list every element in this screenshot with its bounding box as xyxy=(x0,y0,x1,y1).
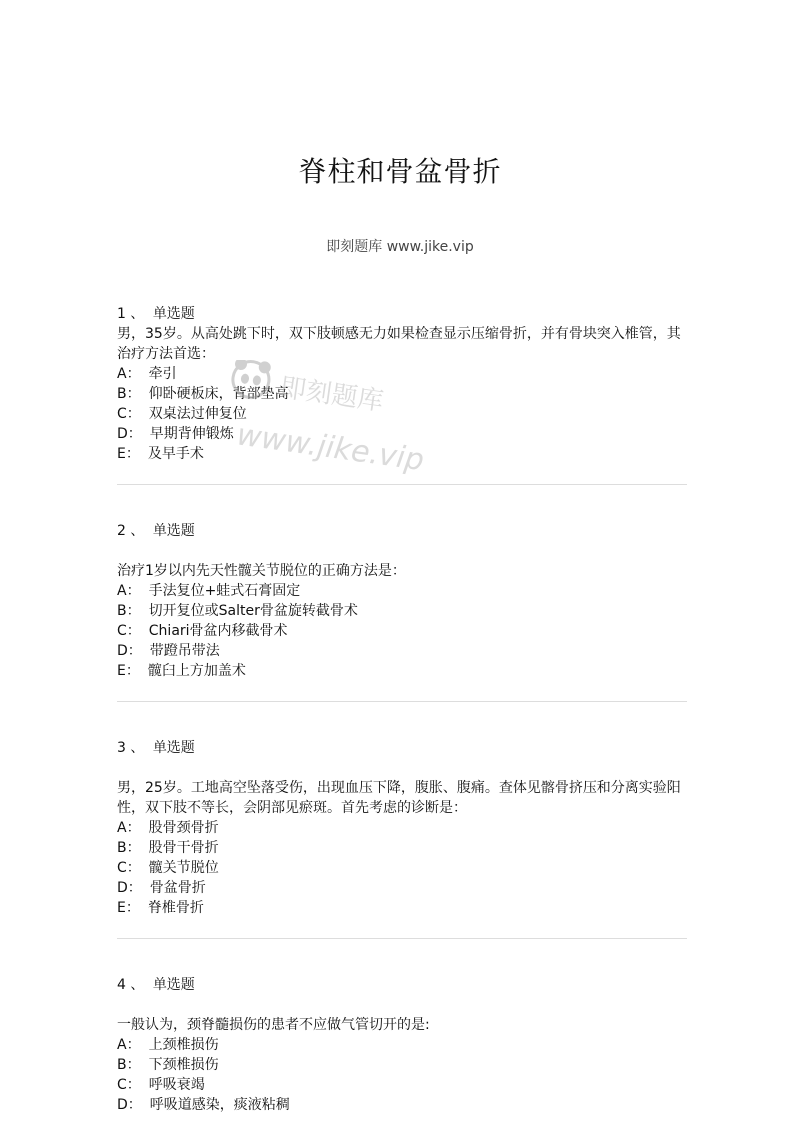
question-stem: 一般认为，颈脊髓损伤的患者不应做气管切开的是: xyxy=(117,1017,430,1033)
question-4 xyxy=(117,975,687,1115)
question-header xyxy=(117,738,687,758)
option-letter: A： xyxy=(117,366,141,382)
option-letter: E： xyxy=(117,663,140,679)
question-type: 单选题 xyxy=(152,977,195,993)
option-a[interactable] xyxy=(117,818,687,838)
option-text: 双桌法过伸复位 xyxy=(148,406,247,422)
option-c[interactable] xyxy=(117,858,687,878)
option-a[interactable] xyxy=(117,581,687,601)
question-header xyxy=(117,975,687,995)
option-letter: E： xyxy=(117,900,140,916)
option-text: 股骨颈骨折 xyxy=(148,820,219,836)
option-b[interactable] xyxy=(117,1055,687,1075)
option-letter: C： xyxy=(117,860,141,876)
option-c[interactable] xyxy=(117,1075,687,1095)
option-text: 呼吸道感染，痰液粘稠 xyxy=(149,1097,290,1113)
question-number: 1 、 xyxy=(117,306,145,322)
option-text: 髋关节脱位 xyxy=(148,860,219,876)
option-c[interactable] xyxy=(117,621,687,641)
option-letter: B： xyxy=(117,603,141,619)
option-letter: C： xyxy=(117,623,141,639)
option-text: 骨盆骨折 xyxy=(149,880,206,896)
option-text: 牵引 xyxy=(148,366,177,382)
question-divider xyxy=(117,701,687,702)
option-letter: E： xyxy=(117,446,140,462)
option-letter: A： xyxy=(117,1037,141,1053)
option-d[interactable] xyxy=(117,424,687,444)
option-a[interactable] xyxy=(117,364,687,384)
option-e[interactable] xyxy=(117,898,687,918)
option-d[interactable] xyxy=(117,1095,687,1115)
option-text: 下颈椎损伤 xyxy=(148,1057,219,1073)
option-b[interactable] xyxy=(117,601,687,621)
watermark-line1: 即刻题库 xyxy=(277,372,386,418)
option-text: 仰卧硬板床，背部垫高 xyxy=(148,386,289,402)
option-text: 脊椎骨折 xyxy=(147,900,204,916)
question-header xyxy=(117,521,687,541)
option-text: 及早手术 xyxy=(147,446,204,462)
option-e[interactable] xyxy=(117,661,687,681)
option-letter: D： xyxy=(117,426,142,442)
option-letter: A： xyxy=(117,820,141,836)
question-stem: 男，35岁。从高处跳下时，双下肢顿感无力如果检查显示压缩骨折，并有骨块突入椎管，其治疗方法首选： xyxy=(117,326,681,362)
option-text: Chiari骨盆内移截骨术 xyxy=(148,623,288,639)
option-letter: C： xyxy=(117,406,141,422)
option-b[interactable] xyxy=(117,384,687,404)
option-a[interactable] xyxy=(117,1035,687,1055)
option-letter: D： xyxy=(117,880,142,896)
question-number: 4 、 xyxy=(117,977,145,993)
question-number: 2 、 xyxy=(117,523,145,539)
question-type: 单选题 xyxy=(152,523,195,539)
option-letter: D： xyxy=(117,1097,142,1113)
option-letter: A： xyxy=(117,583,141,599)
option-text: 手法复位+蛙式石膏固定 xyxy=(148,583,301,599)
option-d[interactable] xyxy=(117,878,687,898)
question-3 xyxy=(117,738,687,918)
option-b[interactable] xyxy=(117,838,687,858)
question-divider xyxy=(117,484,687,485)
option-text: 早期背伸锻炼 xyxy=(149,426,234,442)
option-text: 股骨干骨折 xyxy=(148,840,219,856)
option-text: 呼吸衰竭 xyxy=(148,1077,205,1093)
question-stem: 男，25岁。工地高空坠落受伤，出现血压下降，腹胀、腹痛。查体见髂骨挤压和分离实验阳性，双下肢不等长，会阴部见瘀斑。首先考虑的诊断是： xyxy=(117,780,681,816)
question-2 xyxy=(117,521,687,681)
question-header xyxy=(117,304,687,324)
option-letter: B： xyxy=(117,386,141,402)
option-e[interactable] xyxy=(117,444,687,464)
option-letter: B： xyxy=(117,840,141,856)
option-text: 髋臼上方加盖术 xyxy=(147,663,246,679)
document-title: 脊柱和骨盆骨折 xyxy=(298,155,502,188)
question-divider xyxy=(117,938,687,939)
document-subtitle: 即刻题库 www.jike.vip xyxy=(326,239,474,255)
option-d[interactable] xyxy=(117,641,687,661)
option-letter: C： xyxy=(117,1077,141,1093)
question-number: 3 、 xyxy=(117,740,145,756)
question-type: 单选题 xyxy=(152,306,195,322)
question-list xyxy=(117,304,687,1115)
question-stem: 治疗1岁以内先天性髋关节脱位的正确方法是： xyxy=(117,563,406,579)
watermark-line2: www.jike.vip xyxy=(234,417,427,479)
question-type: 单选题 xyxy=(152,740,195,756)
option-text: 上颈椎损伤 xyxy=(148,1037,219,1053)
option-text: 切开复位或Salter骨盆旋转截骨术 xyxy=(148,603,358,619)
option-letter: B： xyxy=(117,1057,141,1073)
option-text: 带蹬吊带法 xyxy=(149,643,220,659)
option-letter: D： xyxy=(117,643,142,659)
question-1 xyxy=(117,304,687,464)
option-c[interactable] xyxy=(117,404,687,424)
